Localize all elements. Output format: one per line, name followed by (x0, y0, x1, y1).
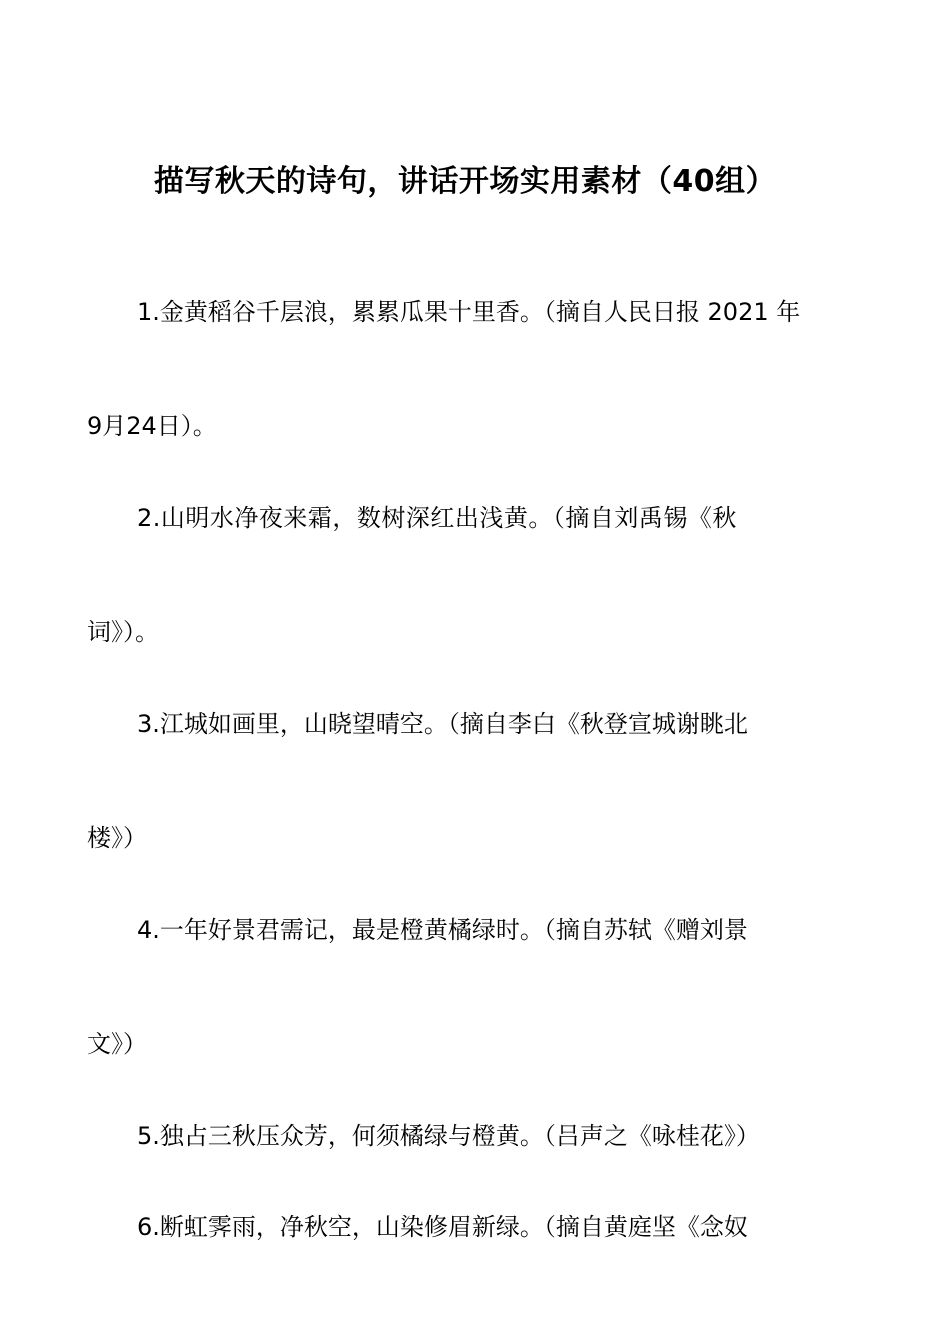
item-6-line-1: 6.断虹霁雨，净秋空，山染修眉新绿。（摘自黄庭坚《念奴 (137, 1213, 748, 1241)
item-4-line-2: 文》） (87, 1030, 147, 1058)
item-2-line-1: 2.山明水净夜来霜，数树深红出浅黄。（摘自刘禹锡《秋 (137, 504, 737, 532)
item-3-line-2: 楼》） (87, 824, 147, 852)
item-1-line-1: 1.金黄稻谷千层浪，累累瓜果十里香。（摘自人民日报 2021 年 (137, 298, 801, 326)
item-5-line-1: 5.独占三秋压众芳，何须橘绿与橙黄。（吕声之《咏桂花》） (137, 1122, 760, 1150)
document-title: 描写秋天的诗句，讲话开场实用素材（40组） (153, 164, 777, 199)
item-1-line-2: 9月24日）。 (87, 412, 217, 440)
item-4-line-1: 4.一年好景君需记，最是橙黄橘绿时。（摘自苏轼《赠刘景 (137, 916, 748, 944)
item-2-line-2: 词》）。 (87, 618, 159, 646)
item-3-line-1: 3.江城如画里，山晓望晴空。（摘自李白《秋登宣城谢眺北 (137, 710, 748, 738)
